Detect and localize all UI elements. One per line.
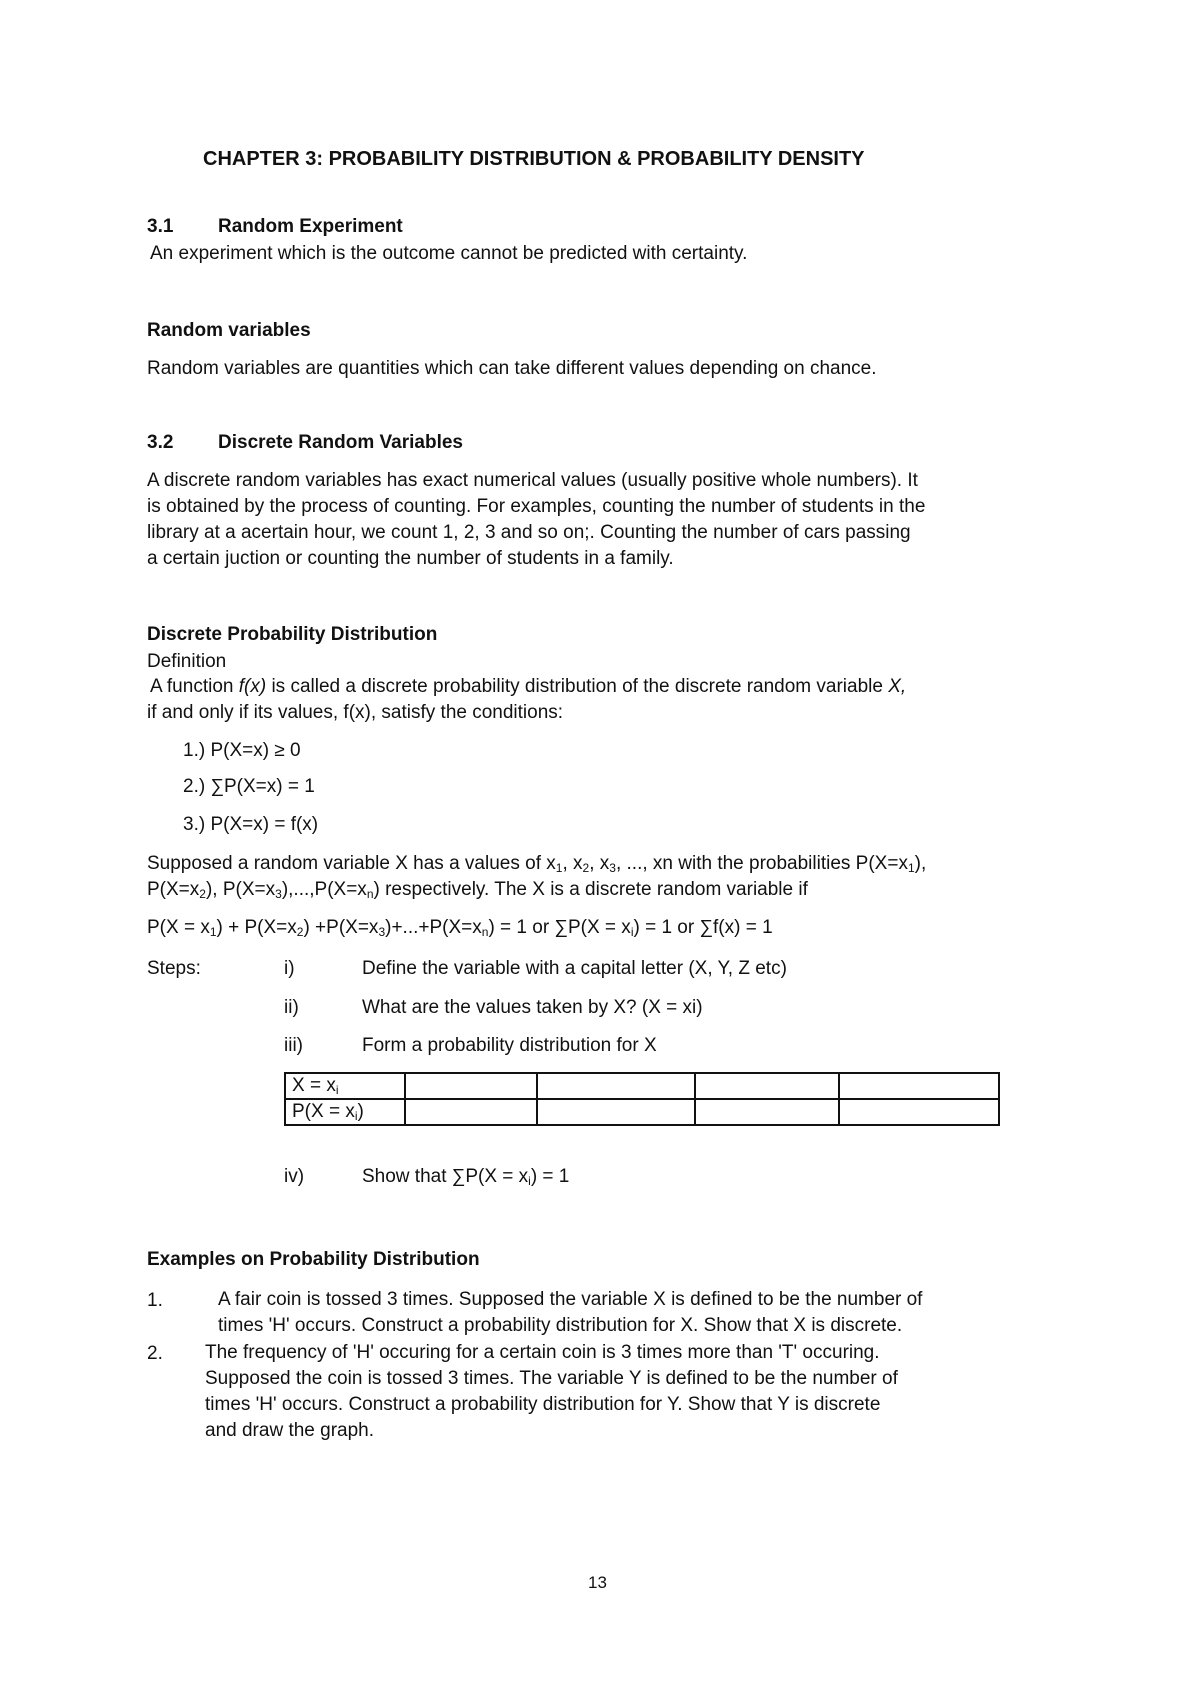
example-text — [218, 1287, 922, 1339]
supposed-line-1 — [147, 853, 926, 875]
table-cell — [839, 1099, 999, 1125]
chapter-title: CHAPTER 3: PROBABILITY DISTRIBUTION & PROBABILITY DENSITY — [203, 148, 865, 170]
condition-3: 3.) P(X=x) = f(x) — [183, 814, 319, 835]
text-run: ) + P(X=x — [216, 917, 297, 938]
subscript: n — [366, 887, 374, 901]
step-number: i) — [284, 958, 295, 979]
subscript: 1 — [209, 925, 217, 939]
text-run: , x — [562, 853, 583, 874]
example-number: 2. — [147, 1343, 163, 1364]
text-run: Show that ∑P(X = x — [362, 1166, 529, 1187]
step-text: Define the variable with a capital letter (X, Y, Z etc) — [362, 958, 787, 979]
subscript: i — [354, 1109, 358, 1123]
text-run: P(X = x — [147, 917, 210, 938]
example-line: The frequency of 'H' occuring for a certain coin is 3 times more than 'T' occuring. — [205, 1342, 880, 1363]
step-number: iii) — [284, 1035, 303, 1056]
text-run: ) = 1 or ∑P(X = x — [488, 917, 631, 938]
table-row-header — [285, 1073, 405, 1099]
section-3-2-number: 3.2 — [147, 432, 174, 453]
step-text: Form a probability distribution for X — [362, 1035, 657, 1056]
paragraph-line: a certain juction or counting the number of students in a family. — [147, 548, 674, 569]
table-cell — [537, 1073, 695, 1099]
paragraph-line: library at a acertain hour, we count 1, 2, 3 and so on;. Counting the number of cars passing — [147, 522, 911, 543]
definition-line-2: if and only if its values, f(x), satisfy the conditions: — [147, 702, 564, 723]
condition-1: 1.) P(X=x) ≥ 0 — [183, 740, 301, 761]
definition-text: is called a discrete probability distribution of the discrete random variable — [266, 676, 889, 697]
subscript: 3 — [275, 887, 282, 901]
table-row — [285, 1073, 999, 1099]
text-run: )+...+P(X=x — [385, 917, 482, 938]
paragraph-line: is obtained by the process of counting. For examples, counting the number of students in the — [147, 496, 926, 517]
text-run: , ..., xn with the probabilities P(X=x — [615, 853, 908, 874]
text-run: P(X=x — [147, 879, 200, 900]
steps-label: Steps: — [147, 958, 201, 979]
sum-equation — [147, 917, 773, 939]
text-run: ) — [357, 1101, 364, 1122]
subscript: 2 — [199, 887, 206, 901]
definition-text: A function — [150, 676, 239, 697]
step-number: ii) — [284, 997, 299, 1018]
step-text — [362, 1166, 569, 1188]
definition-line-1 — [150, 676, 906, 698]
dpd-heading: Discrete Probability Distribution — [147, 624, 438, 645]
example-line: times 'H' occurs. Construct a probability distribution for Y. Show that Y is discrete — [205, 1394, 881, 1415]
subscript: n — [481, 925, 489, 939]
random-variables-heading: Random variables — [147, 320, 311, 341]
example-line: Supposed the coin is tossed 3 times. The variable Y is defined to be the number of — [205, 1368, 898, 1389]
section-3-2-title: Discrete Random Variables — [218, 432, 463, 453]
table-row-header — [285, 1099, 405, 1125]
random-variables-text: Random variables are quantities which can take different values depending on chance. — [147, 358, 877, 379]
example-text — [205, 1340, 898, 1444]
subscript: 3 — [609, 861, 616, 875]
subscript: i — [630, 925, 634, 939]
table-cell — [405, 1073, 537, 1099]
table-row — [285, 1099, 999, 1125]
subscript: 1 — [907, 861, 915, 875]
step-text: What are the values taken by X? (X = xi) — [362, 997, 703, 1018]
subscript: i — [335, 1083, 339, 1097]
section-3-2-paragraph — [147, 468, 925, 572]
example-line: times 'H' occurs. Construct a probability distribution for X. Show that X is discrete. — [218, 1315, 903, 1336]
paragraph-line: A discrete random variables has exact numerical values (usually positive whole numbers). It — [147, 470, 918, 491]
table-cell — [695, 1099, 839, 1125]
text-run: ) = 1 or ∑f(x) = 1 — [633, 917, 773, 938]
text-run: , x — [589, 853, 610, 874]
text-run: P(X = x — [292, 1101, 355, 1122]
variable-x: X, — [888, 676, 907, 697]
supposed-line-2 — [147, 879, 808, 901]
definition-label: Definition — [147, 651, 227, 672]
text-run: X = x — [292, 1075, 336, 1096]
example-number: 1. — [147, 1290, 163, 1311]
text-run: ) = 1 — [530, 1166, 570, 1187]
subscript: 1 — [555, 861, 563, 875]
example-line: and draw the graph. — [205, 1420, 375, 1441]
condition-2: 2.) ∑P(X=x) = 1 — [183, 776, 315, 797]
text-run: ) +P(X=x — [303, 917, 379, 938]
text-run: Supposed a random variable X has a values of x — [147, 853, 556, 874]
probability-distribution-table — [284, 1072, 1000, 1126]
page-number: 13 — [588, 1573, 607, 1592]
text-run: ), — [914, 853, 927, 874]
table-cell — [405, 1099, 537, 1125]
text-run: ), P(X=x — [205, 879, 276, 900]
section-3-1-title: Random Experiment — [218, 216, 403, 237]
text-run: ) respectively. The X is a discrete random variable if — [373, 879, 808, 900]
text-run: ),...,P(X=x — [281, 879, 367, 900]
function-fx: f(x) — [238, 676, 267, 697]
subscript: 2 — [296, 925, 304, 939]
table-cell — [695, 1073, 839, 1099]
section-3-1-text: An experiment which is the outcome cannot be predicted with certainty. — [150, 243, 748, 264]
subscript: i — [528, 1174, 531, 1188]
subscript: 3 — [378, 925, 386, 939]
step-number: iv) — [284, 1166, 305, 1187]
examples-heading: Examples on Probability Distribution — [147, 1249, 480, 1270]
example-line: A fair coin is tossed 3 times. Supposed the variable X is defined to be the number of — [218, 1289, 923, 1310]
section-3-1-number: 3.1 — [147, 216, 174, 237]
table-cell — [537, 1099, 695, 1125]
table-cell — [839, 1073, 999, 1099]
subscript: 2 — [582, 861, 590, 875]
